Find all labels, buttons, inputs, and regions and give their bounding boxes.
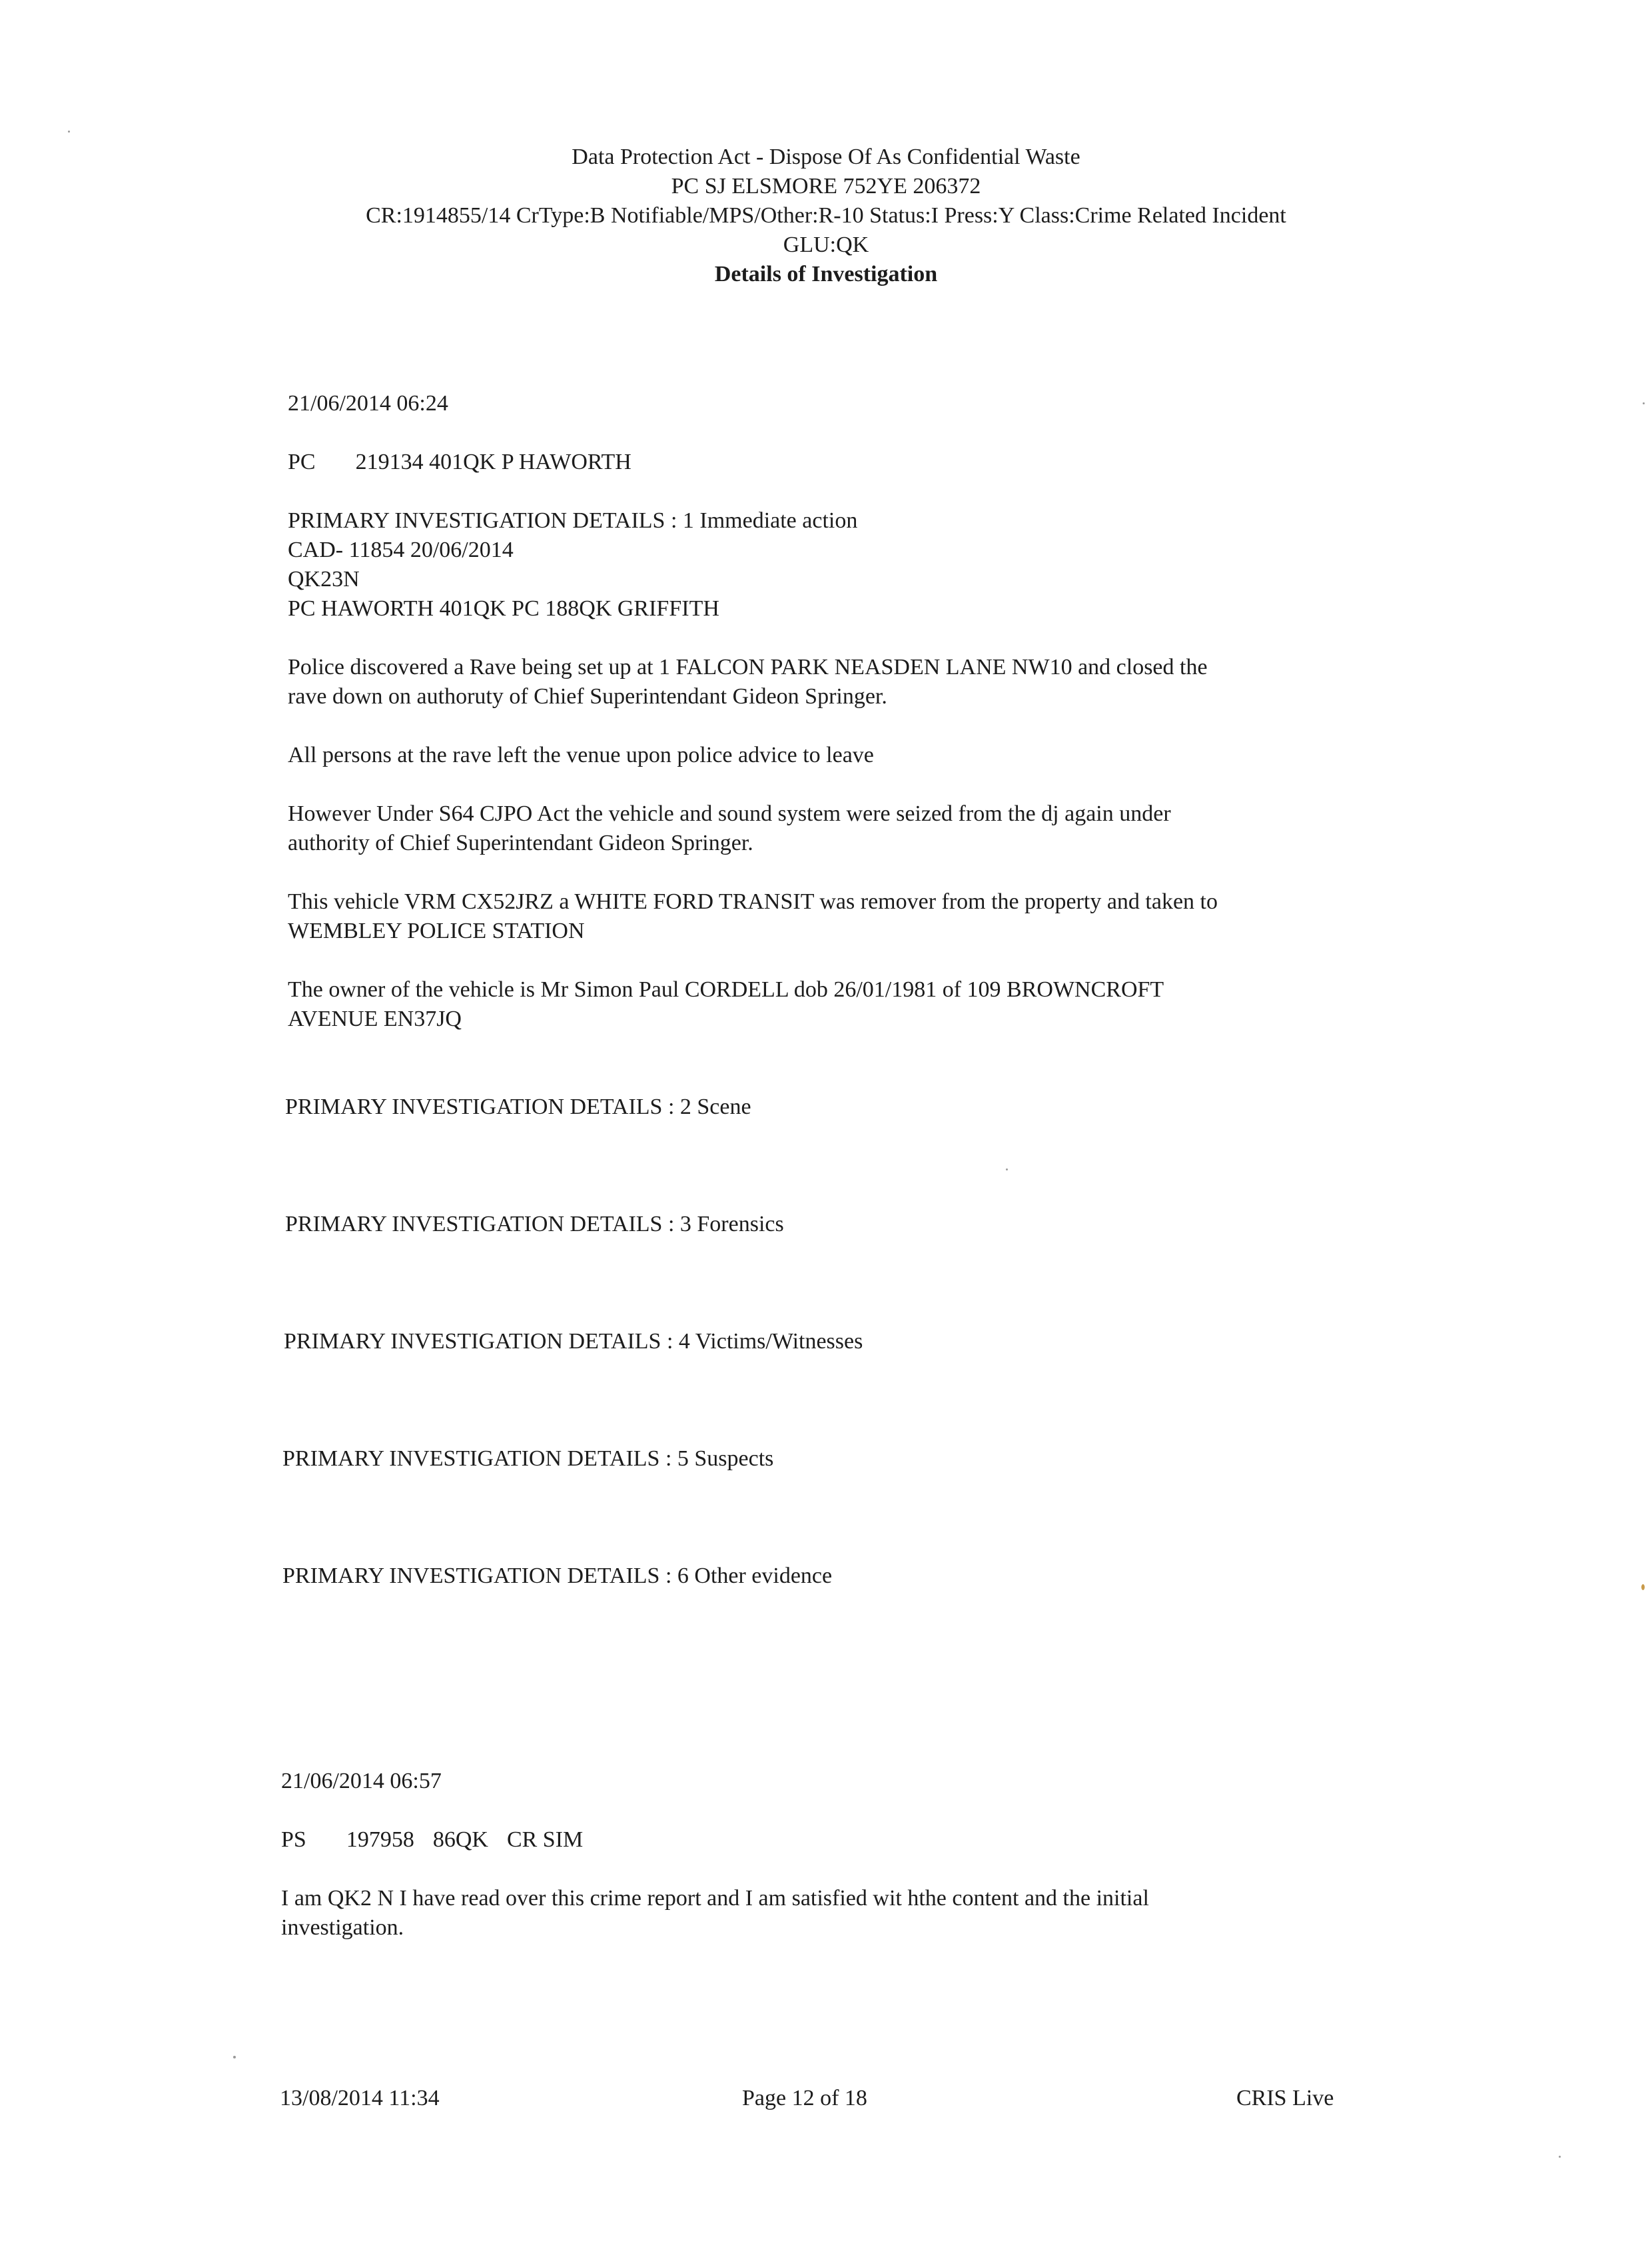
entry1-pid6: PRIMARY INVESTIGATION DETAILS : 6 Other evidence [282,1564,833,1588]
entry1-pid4: PRIMARY INVESTIGATION DETAILS : 4 Victims/Witnesses [284,1329,863,1354]
entry1-paragraph-2: All persons at the rave left the venue upon police advice to leave [288,743,874,767]
entry1-paragraph-4-line-2: WEMBLEY POLICE STATION [288,919,585,943]
scan-speck [1641,1584,1645,1590]
entry1-paragraph-4-line-1: This vehicle VRM CX52JRZ a WHITE FORD TRANSIT was remover from the property and taken to [288,889,1218,914]
header-confidential-notice: Data Protection Act - Dispose Of As Confidential Waste [572,145,1080,169]
entry2-officer-id: 197958 [346,1827,414,1852]
entry1-paragraph-3-line-2: authority of Chief Superintendant Gideon Springer. [288,831,753,855]
entry2-officer-code: 86QK [432,1827,488,1852]
entry1-paragraph-5-line-1: The owner of the vehicle is Mr Simon Paul CORDELL dob 26/01/1981 of 109 BROWNCROFT [288,977,1164,1002]
scan-speck [68,131,70,133]
footer-page-number: Page 12 of 18 [742,2086,867,2110]
entry1-unit: QK23N [288,567,360,592]
entry1-pid5: PRIMARY INVESTIGATION DETAILS : 5 Suspects [282,1446,774,1471]
entry1-rank: PC [288,450,316,474]
entry2-datetime: 21/06/2014 06:57 [281,1769,442,1793]
entry1-cad: CAD- 11854 20/06/2014 [288,538,514,562]
entry1-paragraph-3 [288,799,1367,858]
entry1-pid3: PRIMARY INVESTIGATION DETAILS : 3 Forensics [285,1212,784,1236]
entry1-officer: 219134 401QK P HAWORTH [355,450,631,474]
scan-speck [1559,2156,1561,2158]
scan-speck [1006,1168,1008,1170]
entry1-paragraph-3-line-1: However Under S64 CJPO Act the vehicle and sound system were seized from the dj again under [288,801,1171,826]
header-crime-reference: CR:1914855/14 CrType:B Notifiable/MPS/Other:R-10 Status:I Press:Y Class:Crime Related Incident [366,203,1286,228]
entry2-paragraph-1-line-1: I am QK2 N I have read over this crime report and I am satisfied wit hthe content and the initial [281,1886,1149,1911]
entry1-paragraph-1-line-2: rave down on authoruty of Chief Superintendant Gideon Springer. [288,684,887,709]
scan-speck [1643,402,1645,404]
header-glu: GLU:QK [783,232,869,257]
entry1-paragraph-1 [288,653,1367,711]
entry1-officer-line [288,448,631,477]
header-officer: PC SJ ELSMORE 752YE 206372 [671,174,981,199]
footer-system-name: CRIS Live [1236,2086,1334,2110]
document-header [0,143,1652,289]
entry1-datetime: 21/06/2014 06:24 [288,391,448,416]
entry2-paragraph-1 [281,1884,1360,1943]
scan-speck [233,2056,236,2058]
entry2-rank: PS [281,1827,306,1852]
entry2-paragraph-1-line-2: investigation. [281,1915,404,1940]
entry1-pid1: PRIMARY INVESTIGATION DETAILS : 1 Immediate action [288,508,858,533]
entry1-paragraph-4 [288,887,1367,946]
entry1-pid2: PRIMARY INVESTIGATION DETAILS : 2 Scene [285,1095,751,1119]
page-title: Details of Investigation [714,262,938,286]
entry1-paragraph-5-line-2: AVENUE EN37JQ [288,1007,462,1031]
entry1-paragraph-5 [288,975,1367,1034]
entry1-paragraph-1-line-1: Police discovered a Rave being set up at 1 FALCON PARK NEASDEN LANE NW10 and closed the [288,655,1208,679]
footer-printed-datetime: 13/08/2014 11:34 [280,2086,440,2110]
entry2-officer-name: CR SIM [506,1827,584,1852]
entry2-officer-line [281,1825,583,1855]
entry1-officers: PC HAWORTH 401QK PC 188QK GRIFFITH [288,596,719,621]
